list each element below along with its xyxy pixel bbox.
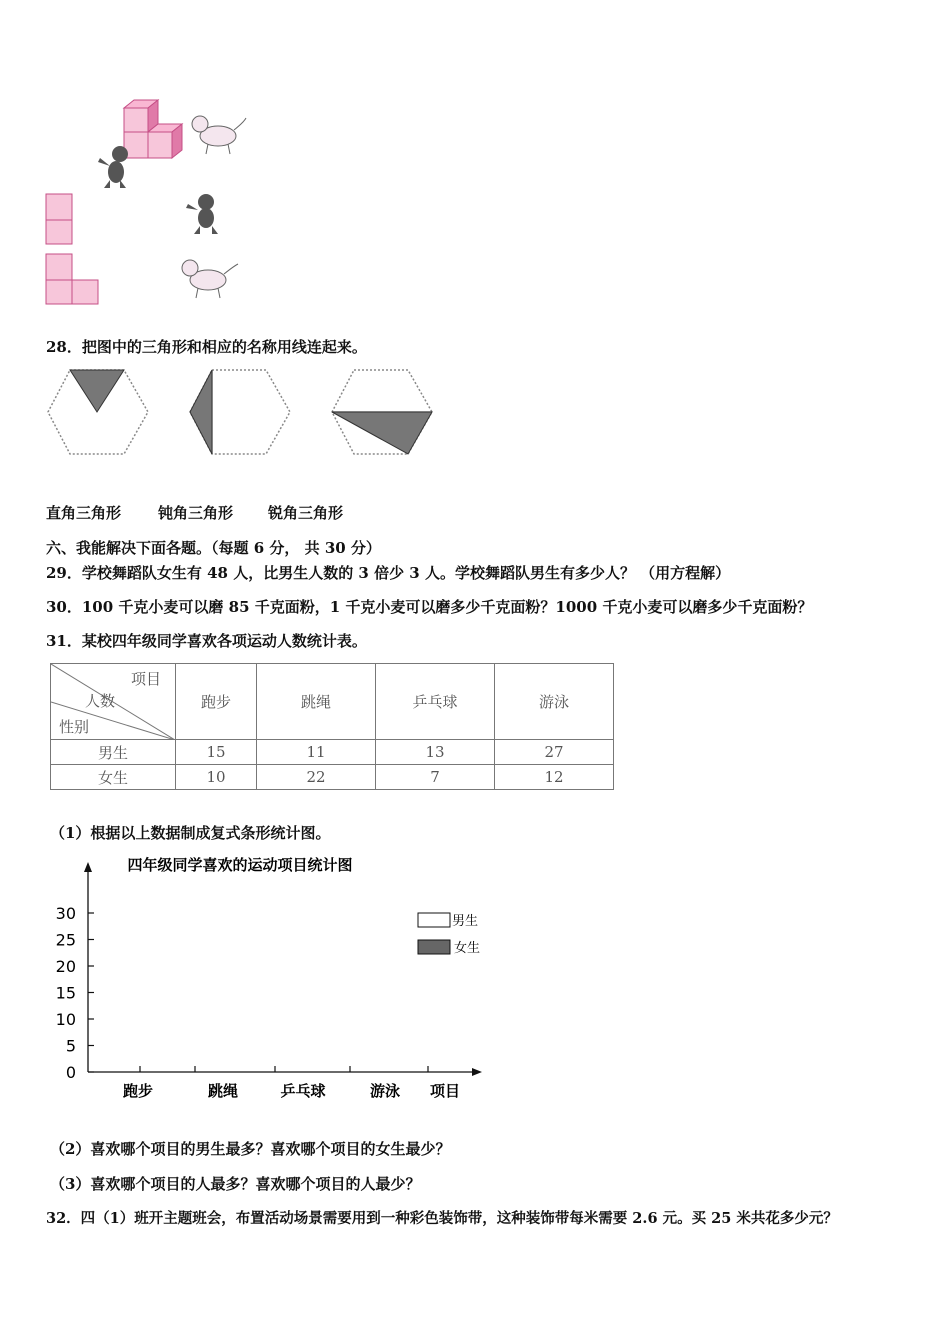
question-28: 28．把图中的三角形和相应的名称用线连起来。 — [46, 338, 367, 356]
name-right-triangle: 直角三角形 — [46, 504, 122, 522]
chart-title: 四年级同学喜欢的运动项目统计图 — [127, 856, 353, 874]
legend-swatch-boys — [418, 913, 450, 927]
y-axis-arrow — [84, 862, 92, 872]
y-tick-label: 25 — [55, 930, 76, 950]
column-header: 跑步 — [176, 664, 257, 740]
question-31-part-3: （3）喜欢哪个项目的人最多？喜欢哪个项目的人最少？ — [50, 1175, 421, 1193]
stats-table — [50, 663, 614, 790]
x-category-label: 跳绳 — [207, 1082, 239, 1100]
table-cell: 10 — [176, 765, 257, 790]
x-axis-label: 项目 — [429, 1082, 461, 1100]
y-axis — [84, 862, 92, 1072]
x-axis — [88, 1068, 482, 1076]
cube-stack — [124, 100, 182, 158]
y-tick-label: 5 — [65, 1036, 76, 1056]
bar-chart — [50, 850, 490, 1110]
legend-label-boys: 男生 — [452, 914, 479, 929]
question-31-part-1: （1）根据以上数据制成复式条形统计图。 — [50, 824, 331, 842]
monkey-figure-2 — [186, 194, 218, 234]
x-category-label: 跑步 — [122, 1082, 154, 1100]
table-cell: 13 — [376, 740, 495, 765]
table-row — [51, 765, 614, 790]
legend-swatch-girls — [418, 940, 450, 954]
corner-label-gender: 性别 — [59, 718, 90, 736]
row-label: 女生 — [51, 765, 176, 790]
table-cell: 27 — [495, 740, 614, 765]
y-tick-label: 10 — [55, 1010, 76, 1029]
name-acute-triangle: 锐角三角形 — [268, 504, 344, 522]
x-axis-arrow — [472, 1068, 482, 1076]
view-shape-1 — [46, 194, 72, 244]
section-6-heading: 六、我能解决下面各题。（每题 6 分， 共 30 分） — [46, 539, 381, 557]
column-header: 乒乓球 — [376, 664, 495, 740]
table-row — [51, 740, 614, 765]
hexagon-figures — [44, 366, 444, 462]
table-corner-cell — [51, 664, 176, 740]
table-cell: 12 — [495, 765, 614, 790]
name-obtuse-triangle: 钝角三角形 — [158, 504, 234, 522]
x-category-label: 游泳 — [369, 1082, 401, 1100]
question-32: 32．四（1）班开主题班会，布置活动场景需要用到一种彩色装饰带，这种装饰带每米需要 2.6 元。买 25 米共花多少元？ — [46, 1210, 838, 1227]
column-header: 游泳 — [495, 664, 614, 740]
question-29: 29．学校舞蹈队女生有 48 人，比男生人数的 3 倍少 3 人。学校舞蹈队男生有多少人？ （用方程解） — [46, 564, 731, 582]
question-31-part-2: （2）喜欢哪个项目的男生最多？喜欢哪个项目的女生最少？ — [50, 1140, 451, 1158]
hexagon-3 — [332, 370, 432, 454]
hexagon-2 — [190, 370, 290, 454]
y-tick-label: 20 — [55, 957, 76, 976]
y-tick-label: 30 — [55, 904, 76, 923]
cube-views-figure — [40, 92, 260, 312]
corner-label-item: 项目 — [130, 670, 161, 688]
table-cell: 7 — [376, 765, 495, 790]
chart-legend — [418, 913, 480, 956]
x-category-label: 乒乓球 — [280, 1082, 326, 1100]
view-shape-2 — [46, 254, 98, 304]
table-cell: 11 — [257, 740, 376, 765]
column-header: 跳绳 — [257, 664, 376, 740]
dog-figure-2 — [182, 260, 238, 298]
row-label: 男生 — [51, 740, 176, 765]
dog-figure — [192, 116, 246, 154]
hexagon-1 — [48, 370, 148, 454]
y-tick-label: 15 — [55, 983, 76, 1003]
legend-label-girls: 女生 — [454, 941, 481, 956]
monkey-figure — [98, 146, 128, 188]
table-cell: 22 — [257, 765, 376, 790]
question-30: 30．100 千克小麦可以磨 85 千克面粉，1 千克小麦可以磨多少千克面粉？1000 千克小麦可以磨多少千克面粉？ — [46, 598, 813, 616]
stats-table-wrap — [50, 663, 614, 790]
question-31: 31．某校四年级同学喜欢各项运动人数统计表。 — [46, 632, 367, 650]
corner-label-count: 人数 — [85, 692, 116, 710]
axis-ticks — [56, 904, 428, 1100]
y-tick-label: 0 — [65, 1063, 76, 1082]
table-cell: 15 — [176, 740, 257, 765]
